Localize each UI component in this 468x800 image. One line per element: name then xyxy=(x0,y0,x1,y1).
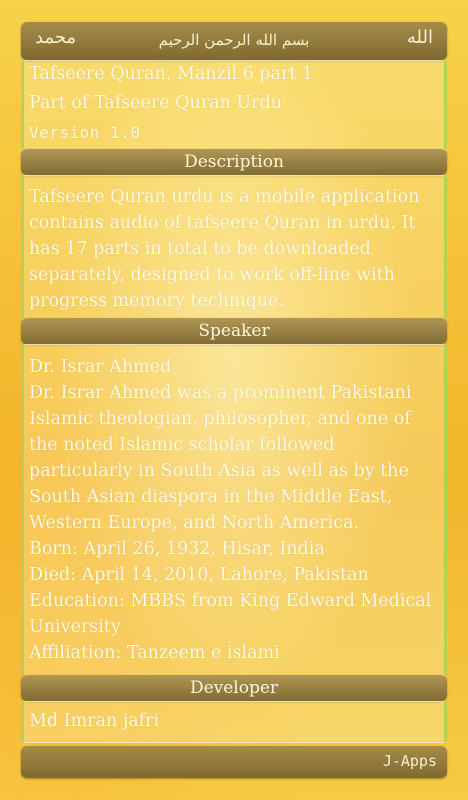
bismillah-calligraphy: بسم الله الرحمن الرحيم xyxy=(158,31,310,49)
muhammad-calligraphy: محمد xyxy=(35,27,77,48)
speaker-affiliation: Affiliation: Tanzeem e islami xyxy=(29,643,280,663)
description-header: Description xyxy=(21,149,447,175)
description-line: Tafseere Quran urdu is a mobile application xyxy=(29,187,420,207)
developer-name: Md Imran jafri xyxy=(29,711,160,731)
description-line: has 17 parts in total to be downloaded xyxy=(29,239,371,259)
app-subtitle: Part of Tafseere Quran Urdu xyxy=(29,93,282,113)
speaker-education-cont: University xyxy=(29,617,121,637)
description-text xyxy=(29,184,443,314)
speaker-name: Dr. Israr Ahmed xyxy=(29,357,172,377)
speaker-line: Dr. Israr Ahmed was a prominent Pakistani xyxy=(29,383,412,403)
app-title: Tafseere Quran, Manzil 6 part 1 xyxy=(29,64,314,84)
speaker-header: Speaker xyxy=(21,318,447,344)
app-version: Version 1.0 xyxy=(29,123,141,142)
speaker-text xyxy=(29,354,443,666)
speaker-died: Died: April 14, 2010, Lahore, Pakistan xyxy=(29,565,369,585)
speaker-born: Born: April 26, 1932, Hisar, India xyxy=(29,539,325,559)
description-line: progress memory technique. xyxy=(29,291,285,311)
speaker-line: particularly in South Asia as well as by the xyxy=(29,461,409,481)
speaker-education: Education: MBBS from King Edward Medical xyxy=(29,591,432,611)
speaker-line: South Asian diaspora in the Middle East, xyxy=(29,487,393,507)
speaker-line: Western Europe, and North America. xyxy=(29,513,360,533)
header-bar xyxy=(21,22,447,60)
description-line: separately, designed to work off-line with xyxy=(29,265,395,285)
description-line: contains audio of tafseere Quran in urdu. It xyxy=(29,213,416,233)
developer-header: Developer xyxy=(21,675,447,701)
brand-label: J-Apps xyxy=(382,752,437,770)
speaker-line: the noted Islamic scholar followed xyxy=(29,435,335,455)
allah-calligraphy: الله xyxy=(406,27,433,48)
speaker-line: Islamic theologian, philosopher, and one of xyxy=(29,409,411,429)
footer-bar xyxy=(21,746,447,778)
